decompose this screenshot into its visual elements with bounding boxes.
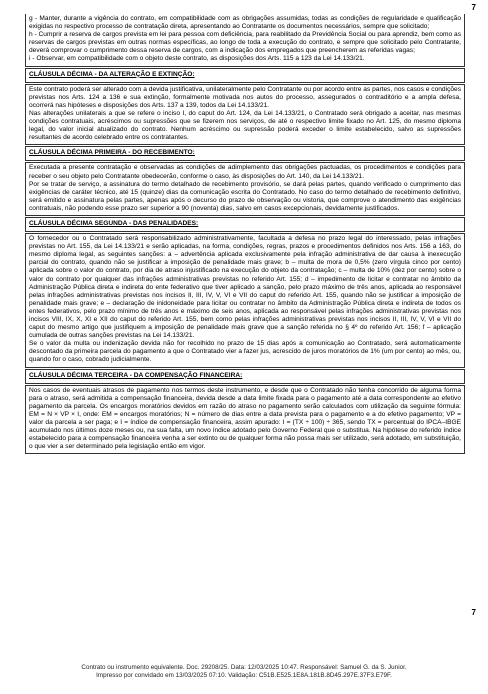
intro-block [25, 14, 465, 67]
footer-document-line: Contrato ou instrumento equivalente. Doc. 29208/25. Data: 12/03/2025 10:47. Responsável: Samuel G. da S. Junior. [81, 664, 407, 671]
clause-body-block [25, 84, 465, 146]
clause-title: CLÁUSULA DÉCIMA TERCEIRA - DA COMPENSAÇÃO FINANCEIRA: [29, 371, 243, 379]
clause-title-block [25, 68, 465, 83]
clause-paragraph: Nos casos de eventuais atrasos de pagamento nos termos deste instrumento, e desde que o Contratado não tenha concorrido de alguma forma para o atraso, será admitida a compensação financeira, devida desde a data limite fixada para o pagamento até a data correspondente ao efetivo pagamento da parcela. Os encargos moratórios devidos em razão do atraso no pagamento serão calculados com utilização da seguinte fórmula: EM = N × VP × I, onde: EM = encargos moratórios; N = número de dias entre a data prevista para o pagamento e a do efetivo pagamento; VP = valor da parcela a ser paga; e I = índice de compensação financeira, assim apurado: I = (TX ÷ 100) ÷ 365, sendo TX = percentual do IPCA–IBGE acumulado nos últimos doze meses ou, na sua falta, um novo índice adotado pelo Governo Federal que o substitua. Na hipótese do referido índice estabelecido para a compensação financeira venha a ser extinto ou de qualquer forma não possa mais ser utilizado, será adotado, em substituição, o que vier a ser determinado pela legislação então em vigor. [29, 386, 461, 451]
clause-title: CLÁUSULA DÉCIMA SEGUNDA - DAS PENALIDADES: [29, 219, 199, 227]
intro-item-g: g - Manter, durante a vigência do contrato, em compatibilidade com as obrigações assumidas, todas as condições de regularidade e qualificação exigidas no respectivo processo de contratação direta, apresentando ao Contratante os documentos necessários, sempre que solicitado; [29, 15, 461, 31]
page-number-top: 7 [471, 3, 476, 12]
clause-title: CLÁUSULA DÉCIMA - DA ALTERAÇÃO E EXTINÇÃO: [29, 70, 195, 78]
intro-item-i: i - Observar, em compatibilidade com o objeto deste contrato, as disposições dos Arts. 115 a 123 da Lei 14.133/21. [29, 55, 365, 63]
clause-paragraph: Se o valor da multa ou indenização devida não for recolhido no prazo de 15 dias após a comunicação ao Contratado, será automaticamente descontado da primeira parcela do pagamento a que o Contratado vier a fazer jus, acrescido de juros moratórios de 1% (um por cento) ao mês, ou, quando for o caso, cobrado judicialmente. [29, 340, 461, 364]
clause-paragraph: Nas alterações unilaterais a que se refere o inciso I, do caput do Art. 124, da Lei 14.133/21, o Contratado será obrigado a aceitar, nas mesmas condições contratuais, acréscimos ou supressões que se fizerem nos serviços, de até o respectivo limite fixado no Art. 125, do mesmo diploma legal, do valor inicial atualizado do contrato. Nenhum acréscimo ou supressão poderá exceder o limite estabelecido, salvo as supressões resultantes de acordo celebrado entre os contratantes. [29, 109, 461, 142]
footer-validation-line: Impresso por convidado em 13/03/2025 07:10. Validação: C51B.E525.1E8A.181B.8D45.297E.37F3.E79F. [96, 671, 392, 679]
page-number-bottom: 7 [471, 608, 476, 617]
document-body [25, 14, 465, 455]
clause-title-block [25, 369, 465, 384]
clause-paragraph: Por se tratar de serviço, a assinatura do termo detalhado de recebimento provisório, se dará pelas partes, quando verificado o cumprimento das exigências de caráter técnico, até 15 (quinze) dias da comunicação escrita do Contratado. No caso do termo detalhado de recebimento definitivo, será emitido e assinatura pelas partes, apenas após o decurso do prazo de observação ou vistoria, que comprove o atendimento das exigências contratuais, não podendo esse prazo ser superior a 90 (noventa) dias, salvo em casos excepcionais, devidamente justificados. [29, 180, 461, 212]
clause-paragraph: O fornecedor ou o Contratado será responsabilizado administrativamente, facultada a defesa no prazo legal do interessado, pelas infrações previstas no Art. 155, da Lei 14.133/21 e serão aplicadas, na forma, condições, regras, prazos e procedimentos definidos nos Arts. 156 a 163, do mesmo diploma legal, as seguintes sanções: a – advertência aplicada exclusivamente pela infração administrativa de dar causa à inexecução parcial do contrato, quando não se justificar a imposição de penalidade mais grave; b – multa de mora de 0,5% (zero vírgula cinco por cento) aplicada sobre o valor do contrato, por dia de atraso injustificado na execução do objeto da contratação; c – multa de 10% (dez por cento) sobre o valor do contrato por qualquer das infrações administrativas previstas no referido Art. 155; d – impedimento de licitar e contratar no âmbito da Administração Pública direta e indireta do ente federativo que tiver aplicado a sanção, pelo prazo máximo de três anos, aplicada ao responsável pelas infrações administrativas previstas nos incisos II, III, IV, V, VI e VII do caput do referido Art. 155, quando não se justificar a imposição de penalidade mais grave; e – declaração de inidoneidade para licitar ou contratar no âmbito da Administração Pública direta e indireta de todos os entes federativos, pelo prazo mínimo de três anos e máximo de seis anos, aplicada ao responsável pelas infrações administrativas previstas nos incisos VIII, IX, X, XI e XII do caput do referido Art. 155, bem como pelas infrações administrativas previstas nos incisos II, III, IV, V, VI e VII do caput do mesmo artigo que justifiquem a imposição de penalidade mais grave que a sanção referida no § 4º do referido Art. 156; f – aplicação cumulada de outras sanções previstas na Lei 14.133/21. [29, 235, 461, 340]
clause-body-block [25, 233, 465, 368]
clause-body-block [25, 162, 465, 216]
intro-item-h: h - Cumprir a reserva de cargos prevista em lei para pessoa com deficiência, para reabilitado da Previdência Social ou para aprendiz, bem como as reservas de cargos previstas em outras normas específicas, ao longo de toda a execução do contrato, e sempre que solicitado pelo Contratante, deverá comprovar o cumprimento dessa reserva de cargos, com a indicação dos empregados que preencherem as referidas vagas; [29, 31, 461, 55]
clause-title-block [25, 217, 465, 232]
clause-paragraph: Executada a presente contratação e observadas as condições de adimplemento das obrigações pactuadas, os procedimentos e condições para receber o seu objeto pelo Contratante obedecerão, conforme o caso, às disposições do Art. 140, da Lei 14.133/21. [29, 164, 461, 180]
validation-footer [0, 664, 488, 680]
clause-title: CLÁUSULA DÉCIMA PRIMEIRA - DO RECEBIMENTO: [29, 149, 195, 157]
clause-paragraph: Este contrato poderá ser alterado com a devida justificativa, unilateralmente pelo Contratante ou por acordo entre as partes, nos casos e condições previstas nos Arts. 124 a 136 e sua extinção, formalmente motivada nos autos do processo, assegurados o contraditório e a ampla defesa, ocorrerá nas hipóteses e disposições dos Arts. 137 a 139, todos da Lei 14.133/21. [29, 85, 461, 109]
clause-title-block [25, 146, 465, 161]
clause-body-block [25, 385, 465, 455]
